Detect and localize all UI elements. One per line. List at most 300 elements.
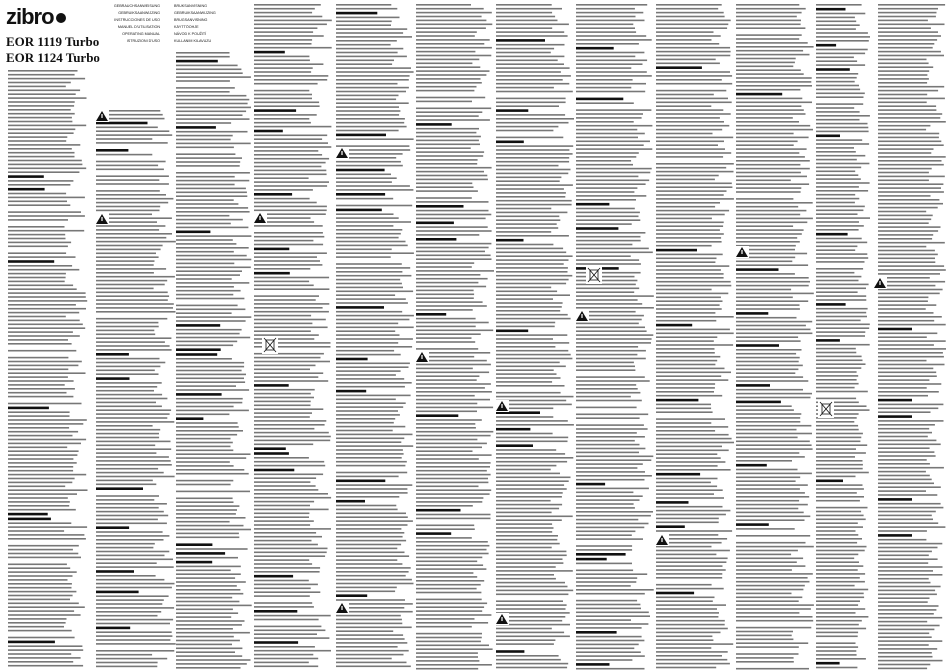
text-line: [496, 169, 571, 171]
text-line: [96, 551, 169, 553]
text-line: [656, 422, 711, 424]
text-line: [816, 573, 865, 575]
section-heading: [96, 122, 148, 125]
text-line: [656, 4, 722, 6]
text-line: [254, 315, 311, 317]
text-line: [736, 62, 795, 64]
text-line: [878, 258, 935, 260]
text-line: [336, 591, 395, 593]
text-line: [878, 368, 933, 370]
text-line: [254, 501, 314, 503]
text-line: [416, 128, 479, 130]
text-line: [8, 501, 70, 503]
text-line: [254, 516, 309, 518]
text-line: [96, 237, 166, 239]
section-heading: [816, 339, 840, 342]
text-line: [416, 364, 491, 366]
text-line: [8, 599, 70, 601]
text-line: [576, 436, 645, 438]
text-line: [496, 149, 569, 151]
text-line: [736, 180, 791, 182]
text-line: [576, 534, 632, 536]
text-line: [496, 75, 571, 77]
text-line: [416, 301, 483, 303]
text-line: [176, 457, 246, 459]
text-line: [176, 278, 232, 280]
text-line: [576, 619, 631, 621]
text-line: [8, 156, 75, 158]
text-line: [96, 373, 159, 375]
text-line: [576, 369, 635, 371]
text-line: [878, 411, 931, 413]
text-line: [816, 49, 868, 51]
text-line: [576, 52, 644, 54]
text-line: [878, 340, 946, 342]
text-line: [8, 164, 82, 166]
text-line: [336, 548, 397, 550]
text-line: [736, 8, 806, 10]
text-line: [878, 222, 929, 224]
text-line: [254, 536, 322, 538]
text-line: [176, 358, 232, 360]
text-line: [8, 292, 86, 294]
text-line: [496, 223, 557, 225]
text-line: [656, 667, 716, 669]
text-line: [656, 506, 723, 508]
text-line: [576, 648, 634, 650]
text-line: [8, 534, 84, 536]
text-line: [576, 432, 637, 434]
text-line: [576, 414, 648, 416]
text-line: [496, 385, 565, 387]
language-item: INSTRUCCIONES DE USO: [114, 18, 160, 22]
text-line: [576, 125, 652, 127]
text-line: [656, 71, 730, 73]
text-line: [496, 298, 553, 300]
text-line: [878, 121, 946, 123]
text-line: [878, 590, 935, 592]
text-line: [8, 296, 86, 298]
text-line: [736, 484, 808, 486]
text-line: [8, 411, 70, 413]
text-line: [736, 198, 793, 200]
text-line: [576, 388, 638, 390]
text-line: [816, 628, 866, 630]
text-line: [496, 508, 559, 510]
text-line: [816, 36, 870, 38]
section-heading: [336, 358, 368, 361]
text-line: [736, 535, 810, 537]
text-line: [416, 411, 477, 413]
text-line: [8, 238, 66, 240]
text-line: [416, 528, 475, 530]
text-line: [96, 559, 173, 561]
text-line: [496, 20, 558, 22]
text-line: [816, 538, 862, 540]
text-line: [656, 651, 728, 653]
text-line: [8, 474, 86, 476]
text-line: [576, 141, 650, 143]
text-line: [816, 272, 854, 274]
text-line: [816, 127, 868, 129]
text-line: [656, 518, 719, 520]
text-line: [336, 71, 414, 73]
text-line: [416, 333, 481, 335]
text-line: [736, 168, 810, 170]
text-line: [176, 406, 234, 408]
text-line: [656, 308, 722, 310]
text-line: [8, 637, 75, 639]
text-line: [336, 461, 407, 463]
text-line: [8, 184, 70, 186]
text-line: [96, 472, 164, 474]
text-line: [736, 409, 794, 411]
text-line: [8, 193, 66, 195]
text-line: [496, 558, 563, 560]
text-line: [656, 125, 729, 127]
text-line: [336, 177, 397, 179]
text-line: [8, 403, 82, 405]
text-line: [416, 584, 481, 586]
text-line: [496, 600, 563, 602]
text-line: [878, 199, 939, 201]
text-line: [878, 440, 936, 442]
text-line: [254, 361, 330, 363]
text-line: [816, 642, 856, 644]
text-line: [96, 531, 163, 533]
text-line: [816, 375, 858, 377]
text-line: [8, 509, 76, 511]
text-line: [176, 632, 250, 634]
section-heading: [736, 523, 769, 526]
text-line: [336, 654, 404, 656]
text-line: [336, 350, 394, 352]
text-line: [878, 16, 936, 18]
text-line: [8, 567, 70, 569]
text-line: [576, 113, 643, 115]
text-line: [816, 295, 866, 297]
text-line: [416, 375, 479, 377]
text-line: [576, 102, 634, 104]
text-line: [656, 109, 723, 111]
text-line: [254, 170, 326, 172]
text-line: [576, 615, 650, 617]
text-line: [176, 453, 251, 455]
text-line: [816, 288, 866, 290]
text-line: [416, 427, 476, 429]
text-line: [736, 42, 808, 44]
text-line: [496, 531, 552, 533]
text-line: [656, 489, 723, 491]
text-line: [8, 614, 81, 616]
text-line: [656, 79, 722, 81]
text-line: [736, 133, 794, 135]
text-line: [254, 602, 312, 604]
text-line: [496, 420, 568, 422]
text-line: [656, 457, 721, 459]
section-heading: [96, 526, 129, 529]
text-line: [816, 17, 855, 19]
text-line: [336, 271, 402, 273]
text-line: [656, 281, 731, 283]
text-line: [656, 430, 715, 432]
text-line: [336, 505, 396, 507]
text-line: [176, 624, 242, 626]
text-line: [96, 398, 167, 400]
text-line: [816, 604, 858, 606]
text-line: [8, 571, 77, 573]
text-line: [8, 380, 74, 382]
text-line: [736, 293, 814, 295]
text-line: [254, 162, 326, 164]
text-line: [878, 74, 927, 76]
text-line: [736, 460, 792, 462]
text-line: [176, 609, 233, 611]
text-line: [496, 655, 559, 657]
section-heading: [254, 452, 289, 455]
text-line: [736, 164, 800, 166]
text-line: [416, 626, 472, 628]
text-line: [416, 568, 486, 570]
text-line: [176, 667, 241, 669]
text-line: [816, 522, 858, 524]
text-line: [496, 492, 563, 494]
text-line: [656, 293, 728, 295]
text-line: [736, 4, 799, 6]
text-line: [336, 241, 406, 243]
text-line: [816, 448, 856, 450]
section-heading: [254, 384, 289, 387]
text-line: [736, 519, 805, 521]
text-line: [176, 566, 241, 568]
text-line: [176, 616, 231, 618]
text-line: [8, 136, 67, 138]
text-line: [96, 603, 162, 605]
text-line: [816, 519, 866, 521]
text-line: [416, 368, 473, 370]
text-line: [736, 565, 805, 567]
text-line: [736, 627, 811, 629]
text-line: [176, 316, 251, 318]
text-line: [878, 250, 935, 252]
text-line: [496, 165, 559, 167]
text-line: [254, 189, 313, 191]
text-line: [656, 55, 730, 57]
text-line: [736, 77, 812, 79]
text-line: [336, 287, 403, 289]
language-item: OPERATING MANUAL: [122, 32, 160, 36]
text-line: [176, 135, 233, 137]
text-line: [8, 288, 77, 290]
text-line: [416, 140, 479, 142]
text-line: [254, 20, 332, 22]
text-line: [878, 555, 929, 557]
text-line: [576, 20, 645, 22]
text-line: [336, 342, 398, 344]
section-heading: [496, 428, 530, 431]
text-line: [8, 74, 75, 76]
text-line: [816, 500, 860, 502]
text-line: [816, 456, 855, 458]
text-line: [96, 390, 154, 392]
text-line: [736, 573, 813, 575]
text-line: [816, 186, 859, 188]
text-line: [736, 16, 797, 18]
text-line: [816, 103, 863, 105]
text-line: [878, 609, 936, 611]
text-line: [496, 173, 568, 175]
text-line: [576, 330, 647, 332]
text-line: [254, 477, 316, 479]
text-line: [878, 562, 928, 564]
text-line: [254, 444, 313, 446]
text-line: [254, 281, 309, 283]
text-line: [736, 480, 796, 482]
text-line: [176, 410, 249, 412]
text-line: [736, 176, 807, 178]
text-line: [416, 55, 491, 57]
text-line: [816, 398, 856, 400]
text-line: [8, 335, 80, 337]
text-line: [416, 561, 477, 563]
text-line: [416, 31, 477, 33]
text-line: [176, 378, 244, 380]
text-line: [176, 398, 243, 400]
text-line: [496, 504, 562, 506]
text-line: [576, 581, 636, 583]
text-line: [8, 384, 65, 386]
text-line: [96, 341, 165, 343]
text-line: [656, 486, 717, 488]
text-line: [496, 12, 552, 14]
text-line: [176, 414, 229, 416]
section-heading: [576, 553, 626, 556]
text-line: [736, 496, 809, 498]
section-heading: [878, 534, 912, 537]
text-line: [96, 130, 169, 132]
text-line: [8, 269, 79, 271]
section-heading: [816, 303, 846, 306]
text-line: [656, 379, 728, 381]
text-line: [816, 468, 863, 470]
text-line: [576, 334, 653, 336]
text-line: [576, 12, 643, 14]
text-line: [336, 449, 403, 451]
text-line: [656, 31, 714, 33]
text-line: [176, 270, 242, 272]
text-line: [878, 273, 940, 275]
text-line: [254, 626, 321, 628]
text-line: [496, 294, 570, 296]
text-line: [336, 509, 398, 511]
text-line: [576, 503, 634, 505]
text-line: [816, 107, 854, 109]
text-line: [576, 91, 645, 93]
text-line: [336, 48, 403, 50]
text-line: [8, 82, 71, 84]
warning-icon: [335, 147, 349, 159]
text-line: [176, 509, 237, 511]
text-line: [96, 555, 165, 557]
text-line: [878, 522, 938, 524]
text-line: [8, 497, 68, 499]
section-heading: [8, 513, 48, 516]
text-line: [878, 261, 935, 263]
text-line: [496, 255, 573, 257]
text-line: [816, 464, 863, 466]
text-line: [176, 95, 246, 97]
text-line: [656, 102, 732, 104]
text-line: [336, 298, 406, 300]
text-line: [96, 337, 171, 339]
text-line: [336, 516, 408, 518]
text-line: [254, 39, 312, 41]
text-line: [336, 658, 392, 660]
section-heading: [254, 272, 290, 275]
text-line: [254, 552, 327, 554]
text-line: [736, 646, 799, 648]
text-line: [816, 546, 867, 548]
text-line: [96, 425, 153, 427]
text-line: [416, 274, 480, 276]
language-item: GEBRUIKSAANWIJZING: [118, 11, 160, 15]
text-line: [736, 141, 798, 143]
text-line: [8, 357, 68, 359]
section-heading: [96, 353, 129, 356]
section-heading: [576, 47, 614, 50]
text-line: [336, 122, 404, 124]
text-line: [878, 432, 932, 434]
text-line: [496, 659, 561, 661]
text-line: [336, 579, 412, 581]
text-line: [878, 352, 943, 354]
text-line: [416, 290, 474, 292]
text-line: [816, 600, 860, 602]
text-line: [254, 505, 310, 507]
text-line: [496, 473, 560, 475]
text-line: [816, 32, 868, 34]
section-heading: [8, 641, 55, 644]
text-line: [96, 253, 156, 255]
text-line: [254, 420, 326, 422]
text-line: [656, 352, 715, 354]
text-line: [176, 659, 251, 661]
text-line: [254, 654, 313, 656]
text-line: [8, 304, 76, 306]
text-line: [576, 172, 650, 174]
text-line: [656, 16, 725, 18]
text-line: [336, 138, 414, 140]
text-line: [878, 515, 932, 517]
text-line: [656, 597, 715, 599]
text-line: [336, 189, 413, 191]
text-line: [736, 473, 812, 475]
text-line: [336, 302, 408, 304]
text-line: [254, 461, 324, 463]
text-line: [416, 447, 482, 449]
text-line: [496, 555, 567, 557]
text-line: [816, 24, 860, 26]
section-heading: [878, 498, 912, 501]
text-line: [336, 315, 414, 317]
text-line: [816, 246, 857, 248]
text-line: [96, 272, 154, 274]
text-line: [816, 190, 868, 192]
text-line: [816, 206, 865, 208]
text-line: [416, 326, 476, 328]
text-line: [496, 346, 555, 348]
text-line: [96, 260, 155, 262]
